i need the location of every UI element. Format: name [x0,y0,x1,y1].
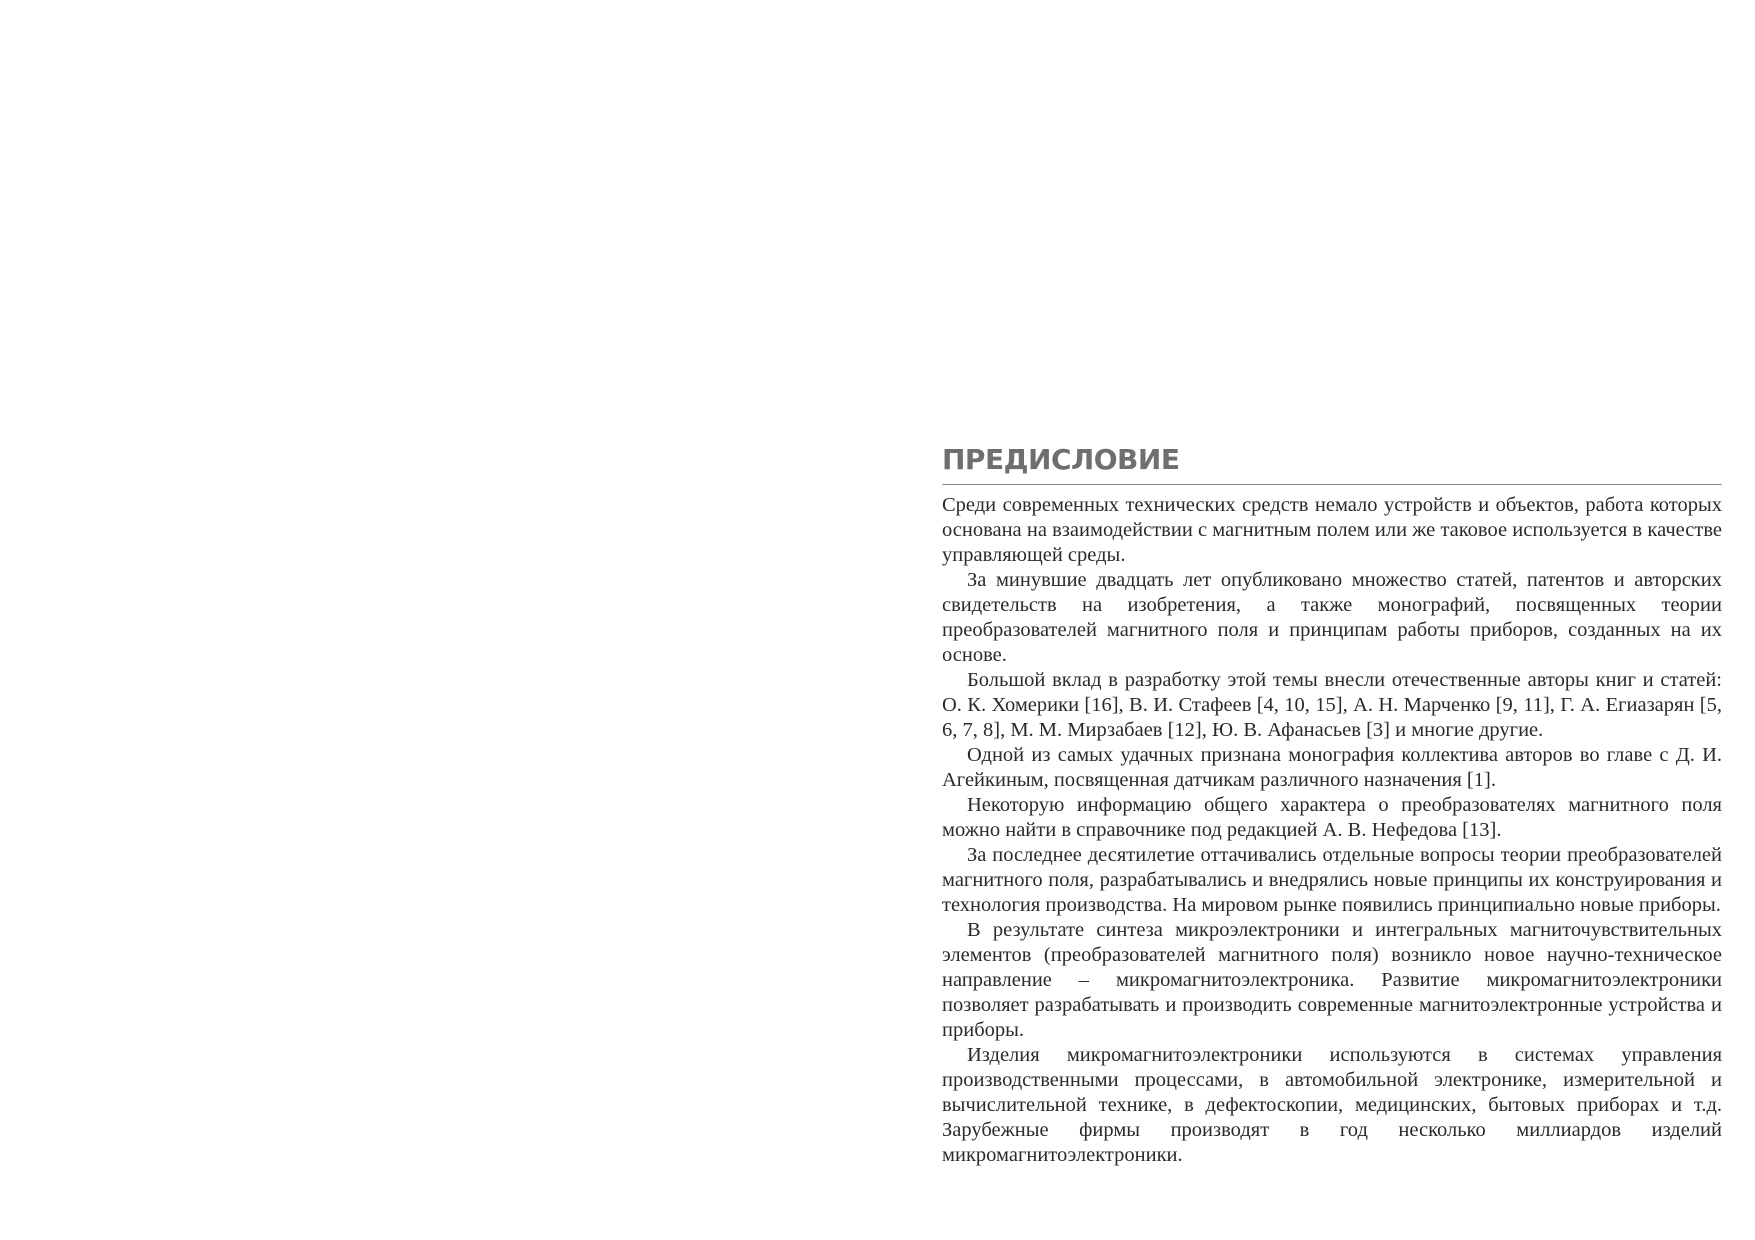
right-page [877,0,1755,1240]
paragraph-1: Среди современных технических средств немало устройств и объектов, работа которых основана на взаимодействии с магнитным полем или же таковое используется в качестве управляющей среды. [942,494,1722,566]
section-heading: ПРЕДИСЛОВИЕ [942,440,1722,485]
paragraph-4: Одной из самых удачных признана монография коллектива авторов во главе с Д. И. Агейкиным, посвященная датчикам различного назначения [1]. [942,744,1722,791]
paragraph-3: Большой вклад в разработку этой темы внесли отечественные авторы книг и статей: О. К. Хомерики [16], В. И. Стафеев [4, 10, 15], А. Н. Марченко [9, 11], Г. А. Егиазарян [5, 6, 7, 8], М. М. Мирзабаев [12], Ю. В. Афанасьев [3] и многие другие. [942,669,1722,741]
left-page-blank [0,0,877,1240]
paragraph-5: Некоторую информацию общего характера о преобразователях магнитного поля можно найти в справочнике под редакцией А. В. Нефедова [13]. [942,794,1722,841]
paragraph-6: За последнее десятилетие оттачивались отдельные вопросы теории преобразователей магнитного поля, разрабатывались и внедрялись новые принципы их конструирования и технология производства. На мировом рынке появились принципиально новые приборы. [942,844,1722,916]
preface-body [942,493,1722,1168]
paragraph-2: За минувшие двадцать лет опубликовано множество статей, патентов и авторских свидетельств на изобретения, а также монографий, посвященных теории преобразователей магнитного поля и принципам работы приборов, созданных на их основе. [942,569,1722,666]
paragraph-8: Изделия микромагнитоэлектроники используются в системах управления производственными процессами, в автомобильной электронике, измерительной и вычислительной технике, в дефектоскопии, медицинских, бытовых приборах и т.д. Зарубежные фирмы производят в год несколько миллиардов изделий микромагнитоэлектроники. [942,1044,1722,1166]
paragraph-7: В результате синтеза микроэлектроники и интегральных магниточувствительных элементов (преобразователей магнитного поля) возникло новое научно-техническое направление – микромагнитоэлектроника. Развитие микромагнитоэлектроники позволяет разрабатывать и производить современные магнитоэлектронные устройства и приборы. [942,919,1722,1041]
preface-section [942,440,1722,1168]
